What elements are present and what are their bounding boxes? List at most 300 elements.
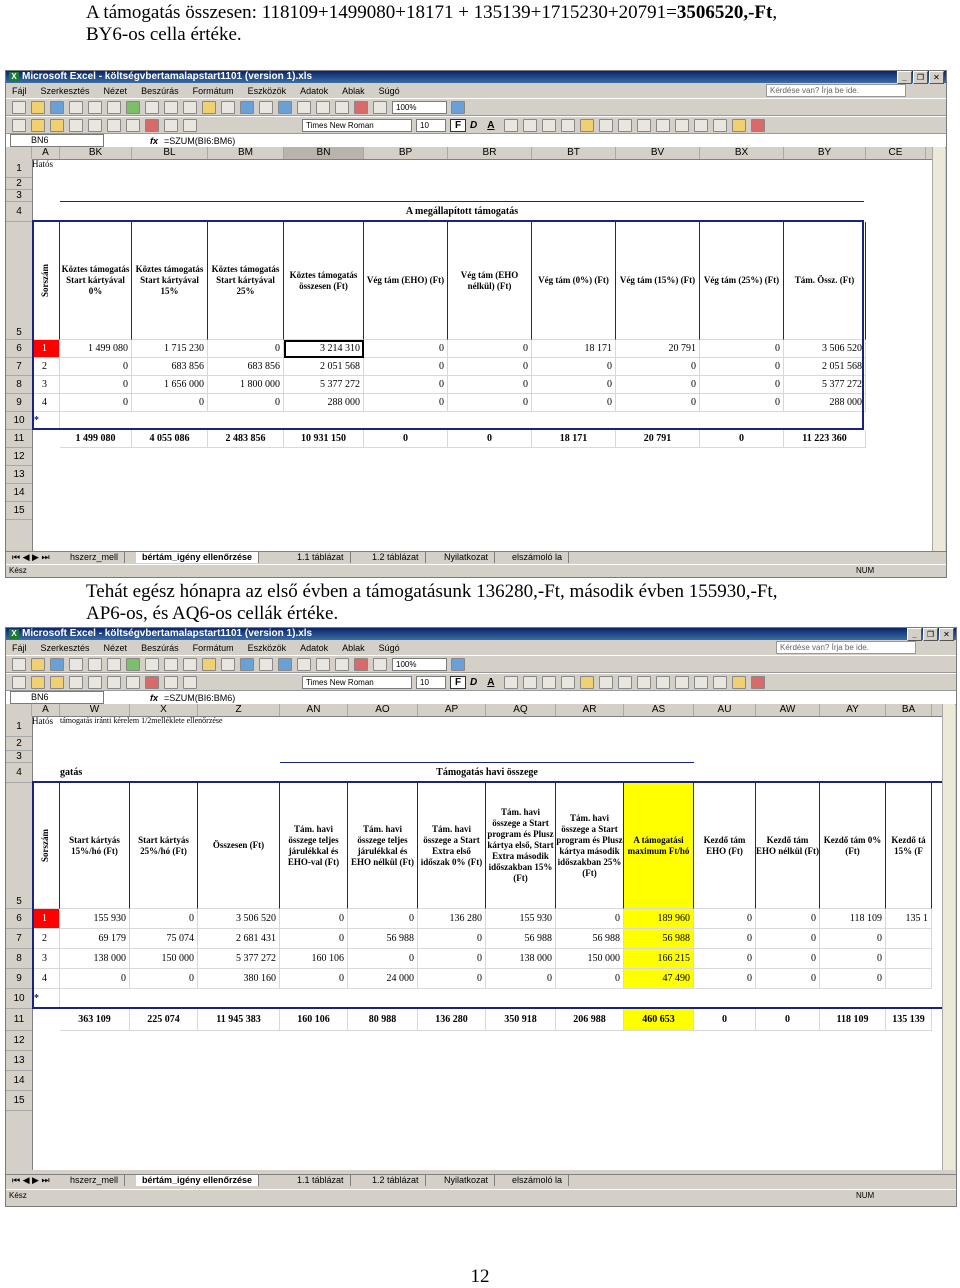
toolbar-icon-5[interactable] [88, 119, 102, 132]
cell-AN6[interactable]: 0 [280, 909, 348, 929]
sheet-tab-2[interactable]: 1.1 táblázat [291, 1175, 351, 1186]
sort-asc-icon[interactable] [316, 101, 330, 114]
total-W[interactable]: 363 109 [60, 1009, 130, 1031]
column-header-AO[interactable]: AO [348, 704, 418, 716]
row-header-4[interactable]: 4 [6, 763, 32, 783]
cell-BY9[interactable]: 288 000 [784, 394, 866, 412]
percent-icon[interactable] [599, 119, 613, 132]
cell-BA6[interactable]: 135 1 [886, 909, 932, 929]
cell-AU7[interactable]: 0 [694, 929, 756, 949]
cell-BP6[interactable]: 0 [364, 340, 448, 358]
toolbar-icon-6[interactable] [107, 119, 121, 132]
toolbar-icon-6[interactable] [107, 676, 121, 689]
total-BV[interactable]: 20 791 [616, 430, 700, 448]
cell-AR7[interactable]: 56 988 [556, 929, 624, 949]
cell-AS7[interactable]: 56 988 [624, 929, 694, 949]
help-icon[interactable] [451, 658, 465, 671]
toolbar-icon-1[interactable] [12, 676, 26, 689]
menu-tools[interactable]: Eszközök [247, 642, 287, 653]
cell-AO7[interactable]: 56 988 [348, 929, 418, 949]
menu-view[interactable]: Nézet [103, 85, 128, 96]
align-left-icon[interactable] [504, 119, 518, 132]
sheet-tab-5[interactable]: elszámoló la [506, 1175, 569, 1186]
column-header-BX[interactable]: BX [700, 147, 784, 159]
row-header-8[interactable]: 8 [6, 376, 32, 394]
total-AN[interactable]: 160 106 [280, 1009, 348, 1031]
column-header-BA[interactable]: BA [886, 704, 932, 716]
header-col-Z[interactable]: Összesen (Ft) [198, 783, 280, 909]
row-header-1[interactable]: 1 [6, 159, 32, 178]
minimize-icon[interactable]: _ [907, 628, 922, 641]
cell-AU9[interactable]: 0 [694, 969, 756, 989]
sheet-tab-1[interactable]: bértám_igény ellenőrzése [136, 552, 259, 563]
redo-icon[interactable] [259, 658, 273, 671]
toolbar-icon-7[interactable] [126, 676, 140, 689]
row-header-2[interactable]: 2 [6, 178, 32, 190]
align-center-icon[interactable] [523, 676, 537, 689]
sheet-tab-0[interactable]: hszerz_mell [64, 552, 125, 563]
column-header-AQ[interactable]: AQ [486, 704, 556, 716]
total-BA[interactable]: 135 139 [886, 1009, 932, 1031]
cell-Z9[interactable]: 380 160 [198, 969, 280, 989]
cell-AN8[interactable]: 160 106 [280, 949, 348, 969]
cell-AS6[interactable]: 189 960 [624, 909, 694, 929]
cell-id-2[interactable]: 2 [32, 929, 60, 949]
header-col-W[interactable]: Start kártyás 15%/hó (Ft) [60, 783, 130, 909]
total-AP[interactable]: 136 280 [418, 1009, 486, 1031]
underline-button[interactable]: A [487, 676, 495, 688]
permission-icon[interactable] [69, 101, 83, 114]
column-header-A[interactable]: A [32, 147, 60, 159]
cell-BA7[interactable] [886, 929, 932, 949]
header-col-BT[interactable]: Vég tám (0%) (Ft) [532, 222, 616, 340]
autosum-icon[interactable] [297, 101, 311, 114]
italic-button[interactable]: D [470, 676, 478, 688]
column-header-BT[interactable]: BT [532, 147, 616, 159]
cell-AY6[interactable]: 118 109 [820, 909, 886, 929]
row-header-6[interactable]: 6 [6, 909, 32, 929]
decrease-decimal-icon[interactable] [656, 676, 670, 689]
row-header-3[interactable]: 3 [6, 190, 32, 202]
row-header-4[interactable]: 4 [6, 202, 32, 222]
cell-AP6[interactable]: 136 280 [418, 909, 486, 929]
cell-AP9[interactable]: 0 [418, 969, 486, 989]
cell-BM7[interactable]: 683 856 [208, 358, 284, 376]
total-BP[interactable]: 0 [364, 430, 448, 448]
cell-W9[interactable]: 0 [60, 969, 130, 989]
cell-AU6[interactable]: 0 [694, 909, 756, 929]
drawing-icon[interactable] [373, 658, 387, 671]
sheet-tab-2[interactable]: 1.1 táblázat [291, 552, 351, 563]
header-col-AQ[interactable]: Tám. havi összege a Start program és Plusz kártya első, Start Extra második időszakban 15% (Ft) [486, 783, 556, 909]
header-col-BX[interactable]: Vég tám (25%) (Ft) [700, 222, 784, 340]
paste-icon[interactable] [202, 101, 216, 114]
row-header-10[interactable]: 10 [6, 989, 32, 1009]
cell-BX9[interactable]: 0 [700, 394, 784, 412]
total-Z[interactable]: 11 945 383 [198, 1009, 280, 1031]
column-header-BP[interactable]: BP [364, 147, 448, 159]
toolbar-icon-8[interactable] [145, 676, 159, 689]
paste-icon[interactable] [202, 658, 216, 671]
row-header-15[interactable]: 15 [6, 1091, 32, 1111]
row-header-9[interactable]: 9 [6, 969, 32, 989]
column-header-BR[interactable]: BR [448, 147, 532, 159]
toolbar-icon-9[interactable] [164, 676, 178, 689]
cell-AO8[interactable]: 0 [348, 949, 418, 969]
toolbar-icon-2[interactable] [31, 119, 45, 132]
cell-BT8[interactable]: 0 [532, 376, 616, 394]
save-icon[interactable] [50, 658, 64, 671]
row-header-7[interactable]: 7 [6, 358, 32, 376]
total-AR[interactable]: 206 988 [556, 1009, 624, 1031]
cell-AO9[interactable]: 24 000 [348, 969, 418, 989]
help-icon[interactable] [451, 101, 465, 114]
currency-icon[interactable] [580, 119, 594, 132]
column-header-BL[interactable]: BL [132, 147, 208, 159]
print-preview-icon[interactable] [107, 658, 121, 671]
toolbar-icon-10[interactable] [183, 119, 197, 132]
header-col-AP[interactable]: Tám. havi összege a Start Extra első időszak 0% (Ft) [418, 783, 486, 909]
header-col-BM[interactable]: Köztes támogatás Start kártyával 25% [208, 222, 284, 340]
column-header-BK[interactable]: BK [60, 147, 132, 159]
menu-format[interactable]: Formátum [192, 85, 234, 96]
redo-icon[interactable] [259, 101, 273, 114]
cell-X8[interactable]: 150 000 [130, 949, 198, 969]
cell-a1[interactable]: Hatós [32, 716, 53, 726]
cut-icon[interactable] [164, 658, 178, 671]
format-painter-icon[interactable] [221, 101, 235, 114]
cell-AW8[interactable]: 0 [756, 949, 820, 969]
cell-BR6[interactable]: 0 [448, 340, 532, 358]
menu-data[interactable]: Adatok [300, 642, 329, 653]
total-BY[interactable]: 11 223 360 [784, 430, 866, 448]
total-AS[interactable]: 460 653 [624, 1009, 694, 1031]
copy-icon[interactable] [183, 101, 197, 114]
increase-decimal-icon[interactable] [637, 119, 651, 132]
column-header-AW[interactable]: AW [756, 704, 820, 716]
toolbar-icon-9[interactable] [164, 119, 178, 132]
header-col-AR[interactable]: Tám. havi összege a Start program és Plusz kártya második időszakban 25% (Ft) [556, 783, 624, 909]
row-header-14[interactable]: 14 [6, 1071, 32, 1091]
row-header-11[interactable]: 11 [6, 430, 32, 448]
cell-W8[interactable]: 138 000 [60, 949, 130, 969]
cell-id-3[interactable]: 3 [32, 949, 60, 969]
cell-Z6[interactable]: 3 506 520 [198, 909, 280, 929]
cell-BM8[interactable]: 1 800 000 [208, 376, 284, 394]
cell-BY6[interactable]: 3 506 520 [784, 340, 866, 358]
menu-format[interactable]: Formátum [192, 642, 234, 653]
menu-window[interactable]: Ablak [342, 85, 365, 96]
borders-icon[interactable] [713, 119, 727, 132]
header-col-AY[interactable]: Kezdő tám 0% (Ft) [820, 783, 886, 909]
cell-AS8[interactable]: 166 215 [624, 949, 694, 969]
header-col-BL[interactable]: Köztes támogatás Start kártyával 15% [132, 222, 208, 340]
print-preview-icon[interactable] [107, 101, 121, 114]
toolbar-icon-3[interactable] [50, 119, 64, 132]
cell-AQ9[interactable]: 0 [486, 969, 556, 989]
row-header-13[interactable]: 13 [6, 1051, 32, 1071]
cell-BK9[interactable]: 0 [60, 394, 132, 412]
cell-BA9[interactable] [886, 969, 932, 989]
thousands-icon[interactable] [618, 676, 632, 689]
research-icon[interactable] [145, 658, 159, 671]
toolbar-icon-4[interactable] [69, 676, 83, 689]
percent-icon[interactable] [599, 676, 613, 689]
font-color-icon[interactable] [751, 676, 765, 689]
header-col-AO[interactable]: Tám. havi összege teljes járulékkal és EHO nélkül (Ft) [348, 783, 418, 909]
cell-X9[interactable]: 0 [130, 969, 198, 989]
tab-scroll-arrows-icon[interactable]: ⏮ ◀ ▶ ⏭ [12, 1175, 50, 1185]
align-right-icon[interactable] [542, 676, 556, 689]
cell-BK7[interactable]: 0 [60, 358, 132, 376]
open-icon[interactable] [31, 658, 45, 671]
cell-AQ7[interactable]: 56 988 [486, 929, 556, 949]
menu-help[interactable]: Súgó [378, 85, 400, 96]
research-icon[interactable] [145, 101, 159, 114]
menu-edit[interactable]: Szerkesztés [40, 642, 90, 653]
total-AQ[interactable]: 350 918 [486, 1009, 556, 1031]
help-search-input[interactable]: Kérdése van? Írja be ide. [766, 84, 906, 97]
cell-BN7[interactable]: 2 051 568 [284, 358, 364, 376]
outdent-icon[interactable] [675, 119, 689, 132]
sheet-tab-3[interactable]: 1.2 táblázat [366, 552, 426, 563]
column-header-BY[interactable]: BY [784, 147, 866, 159]
total-X[interactable]: 225 074 [130, 1009, 198, 1031]
font-name-select[interactable]: Times New Roman [302, 119, 412, 132]
header-col-BY[interactable]: Tám. Össz. (Ft) [784, 222, 866, 340]
open-icon[interactable] [31, 101, 45, 114]
spelling-icon[interactable] [126, 658, 140, 671]
header-col-AN[interactable]: Tám. havi összege teljes járulékkal és EHO-val (Ft) [280, 783, 348, 909]
total-AO[interactable]: 80 988 [348, 1009, 418, 1031]
hyperlink-icon[interactable] [278, 658, 292, 671]
fill-color-icon[interactable] [732, 676, 746, 689]
row-header-14[interactable]: 14 [6, 484, 32, 502]
cell-BR7[interactable]: 0 [448, 358, 532, 376]
row-header-1[interactable]: 1 [6, 716, 32, 737]
row-header-5[interactable]: 5 [6, 222, 32, 340]
toolbar-icon-10[interactable] [183, 676, 197, 689]
column-header-BV[interactable]: BV [616, 147, 700, 159]
cell-BR9[interactable]: 0 [448, 394, 532, 412]
header-col-BV[interactable]: Vég tám (15%) (Ft) [616, 222, 700, 340]
cell-AN9[interactable]: 0 [280, 969, 348, 989]
font-size-select[interactable]: 10 [416, 676, 446, 689]
toolbar-icon-1[interactable] [12, 119, 26, 132]
cell-AP7[interactable]: 0 [418, 929, 486, 949]
help-search-input[interactable]: Kérdése van? Írja be ide. [776, 641, 916, 654]
cell-id-1[interactable]: 1 [32, 340, 60, 358]
menu-file[interactable]: Fájl [12, 85, 27, 96]
column-header-Z[interactable]: Z [198, 704, 280, 716]
borders-icon[interactable] [713, 676, 727, 689]
cell-BX6[interactable]: 0 [700, 340, 784, 358]
cell-BL7[interactable]: 683 856 [132, 358, 208, 376]
header-col-BR[interactable]: Vég tám (EHO nélkül) (Ft) [448, 222, 532, 340]
merge-icon[interactable] [561, 119, 575, 132]
menu-edit[interactable]: Szerkesztés [40, 85, 90, 96]
header-col-BN[interactable]: Köztes támogatás összesen (Ft) [284, 222, 364, 340]
cell-AY8[interactable]: 0 [820, 949, 886, 969]
name-box[interactable]: BN6 [10, 691, 104, 704]
cell-id-4[interactable]: 4 [32, 394, 60, 412]
menu-data[interactable]: Adatok [300, 85, 329, 96]
cell-BP9[interactable]: 0 [364, 394, 448, 412]
cell-id-4[interactable]: 4 [32, 969, 60, 989]
total-BM[interactable]: 2 483 856 [208, 430, 284, 448]
total-AW[interactable]: 0 [756, 1009, 820, 1031]
sort-desc-icon[interactable] [335, 101, 349, 114]
fx-icon[interactable]: fx [150, 692, 159, 703]
new-icon[interactable] [12, 658, 26, 671]
sort-asc-icon[interactable] [316, 658, 330, 671]
cell-BV9[interactable]: 0 [616, 394, 700, 412]
row-header-8[interactable]: 8 [6, 949, 32, 969]
restore-icon[interactable]: ❐ [913, 71, 928, 84]
row-header-15[interactable]: 15 [6, 502, 32, 520]
column-header-AU[interactable]: AU [694, 704, 756, 716]
thousands-icon[interactable] [618, 119, 632, 132]
font-size-select[interactable]: 10 [416, 119, 446, 132]
decrease-decimal-icon[interactable] [656, 119, 670, 132]
toolbar-icon-3[interactable] [50, 676, 64, 689]
cell-AQ6[interactable]: 155 930 [486, 909, 556, 929]
spelling-icon[interactable] [126, 101, 140, 114]
vertical-scrollbar-2[interactable] [942, 704, 955, 1170]
indent-icon[interactable] [694, 119, 708, 132]
menu-view[interactable]: Nézet [103, 642, 128, 653]
cell-id-3[interactable]: 3 [32, 376, 60, 394]
cell-a1[interactable]: Hatós [32, 159, 53, 169]
total-BK[interactable]: 1 499 080 [60, 430, 132, 448]
total-BT[interactable]: 18 171 [532, 430, 616, 448]
sheet-tab-3[interactable]: 1.2 táblázat [366, 1175, 426, 1186]
cell-BT7[interactable]: 0 [532, 358, 616, 376]
vertical-scrollbar[interactable] [932, 147, 945, 551]
menu-insert[interactable]: Beszúrás [141, 642, 179, 653]
total-BN[interactable]: 10 931 150 [284, 430, 364, 448]
toolbar-icon-5[interactable] [88, 676, 102, 689]
cell-BX7[interactable]: 0 [700, 358, 784, 376]
cell-BV7[interactable]: 0 [616, 358, 700, 376]
align-center-icon[interactable] [523, 119, 537, 132]
menu-window[interactable]: Ablak [342, 642, 365, 653]
header-col-AW[interactable]: Kezdő tám EHO nélkül (Ft) [756, 783, 820, 909]
cut-icon[interactable] [164, 101, 178, 114]
cell-AW7[interactable]: 0 [756, 929, 820, 949]
column-header-AS[interactable]: AS [624, 704, 694, 716]
row-header-12[interactable]: 12 [6, 448, 32, 466]
zoom-select[interactable]: 100% [392, 658, 447, 671]
menu-tools[interactable]: Eszközök [247, 85, 287, 96]
header-sorszam[interactable] [32, 783, 60, 909]
formula-input[interactable]: =SZUM(BI6:BM6) [164, 135, 236, 146]
select-all-corner[interactable] [6, 704, 32, 716]
bold-button[interactable]: F [450, 676, 466, 689]
toolbar-icon-2[interactable] [31, 676, 45, 689]
cell-BR8[interactable]: 0 [448, 376, 532, 394]
copy-icon[interactable] [183, 658, 197, 671]
column-header-AR[interactable]: AR [556, 704, 624, 716]
cell-AR6[interactable]: 0 [556, 909, 624, 929]
cell-X6[interactable]: 0 [130, 909, 198, 929]
column-header-BM[interactable]: BM [208, 147, 284, 159]
cell-X7[interactable]: 75 074 [130, 929, 198, 949]
sheet-tab-5[interactable]: elszámoló la [506, 552, 569, 563]
new-icon[interactable] [12, 101, 26, 114]
cell-BX8[interactable]: 0 [700, 376, 784, 394]
align-left-icon[interactable] [504, 676, 518, 689]
cell-AY7[interactable]: 0 [820, 929, 886, 949]
italic-button[interactable]: D [470, 119, 478, 131]
increase-decimal-icon[interactable] [637, 676, 651, 689]
header-col-AU[interactable]: Kezdő tám EHO (Ft) [694, 783, 756, 909]
header-col-X[interactable]: Start kártyás 25%/hó (Ft) [130, 783, 198, 909]
print-icon[interactable] [88, 101, 102, 114]
cell-AN7[interactable]: 0 [280, 929, 348, 949]
select-all-corner[interactable] [6, 147, 32, 159]
cell-AR9[interactable]: 0 [556, 969, 624, 989]
chart-wizard-icon[interactable] [354, 658, 368, 671]
row-header-12[interactable]: 12 [6, 1031, 32, 1051]
cell-AW9[interactable]: 0 [756, 969, 820, 989]
align-right-icon[interactable] [542, 119, 556, 132]
font-name-select[interactable]: Times New Roman [302, 676, 412, 689]
sheet-grid-2[interactable] [6, 704, 942, 1170]
sort-desc-icon[interactable] [335, 658, 349, 671]
row-header-2[interactable]: 2 [6, 737, 32, 751]
chart-wizard-icon[interactable] [354, 101, 368, 114]
total-AU[interactable]: 0 [694, 1009, 756, 1031]
format-painter-icon[interactable] [221, 658, 235, 671]
cell-BN6[interactable]: 3 214 310 [284, 340, 364, 358]
zoom-select[interactable]: 100% [392, 101, 447, 114]
column-header-CE[interactable]: CE [866, 147, 926, 159]
tab-scroll-arrows-icon[interactable]: ⏮ ◀ ▶ ⏭ [12, 552, 50, 562]
cell-BP7[interactable]: 0 [364, 358, 448, 376]
column-header-AP[interactable]: AP [418, 704, 486, 716]
cell-BM9[interactable]: 0 [208, 394, 284, 412]
column-header-W[interactable]: W [60, 704, 130, 716]
cell-BP8[interactable]: 0 [364, 376, 448, 394]
name-box[interactable]: BN6 [10, 134, 104, 147]
undo-icon[interactable] [240, 101, 254, 114]
underline-button[interactable]: A [487, 119, 495, 131]
menu-insert[interactable]: Beszúrás [141, 85, 179, 96]
cell-BM6[interactable]: 0 [208, 340, 284, 358]
drawing-icon[interactable] [373, 101, 387, 114]
minimize-icon[interactable]: _ [897, 71, 912, 84]
cell-BV8[interactable]: 0 [616, 376, 700, 394]
cell-AO6[interactable]: 0 [348, 909, 418, 929]
cell-AQ8[interactable]: 138 000 [486, 949, 556, 969]
total-BR[interactable]: 0 [448, 430, 532, 448]
cell-AS9[interactable]: 47 490 [624, 969, 694, 989]
close-icon[interactable]: ✕ [929, 71, 944, 84]
cell-AU8[interactable]: 0 [694, 949, 756, 969]
column-header-A[interactable]: A [32, 704, 60, 716]
row-header-3[interactable]: 3 [6, 751, 32, 763]
save-icon[interactable] [50, 101, 64, 114]
cell-W6[interactable]: 155 930 [60, 909, 130, 929]
undo-icon[interactable] [240, 658, 254, 671]
formula-input[interactable]: =SZUM(BI6:BM6) [164, 692, 236, 703]
cell-BL9[interactable]: 0 [132, 394, 208, 412]
column-header-X[interactable]: X [130, 704, 198, 716]
cell-BK8[interactable]: 0 [60, 376, 132, 394]
font-color-icon[interactable] [751, 119, 765, 132]
total-BL[interactable]: 4 055 086 [132, 430, 208, 448]
